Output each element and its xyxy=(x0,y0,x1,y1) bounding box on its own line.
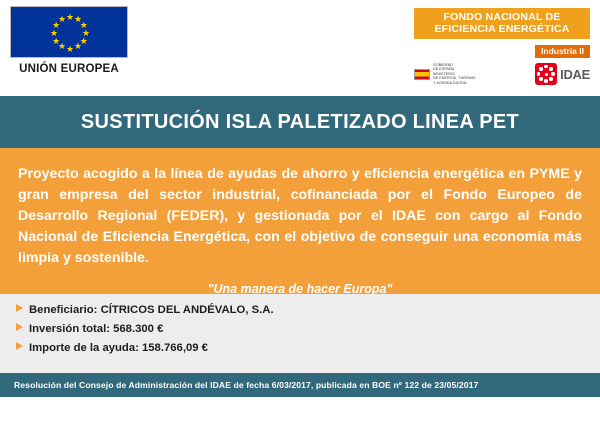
fact-row xyxy=(16,304,600,316)
gov-line1: GOBIERNO xyxy=(433,63,454,67)
fact-inversion-total: Inversión total: 568.300 € xyxy=(29,323,164,335)
eu-star-icon: ★ xyxy=(57,41,67,52)
footer-bar xyxy=(0,373,600,397)
eu-star-icon: ★ xyxy=(65,11,75,22)
idae-dot-icon xyxy=(544,65,547,68)
gobierno-logo xyxy=(414,63,476,85)
idae-dot-icon xyxy=(544,79,547,82)
idae-dot-icon xyxy=(549,77,552,80)
gov-line4: DE ENERGÍA, TURISMO xyxy=(433,76,476,81)
idae-dot-icon xyxy=(539,67,542,70)
eu-star-icon: ★ xyxy=(65,43,75,54)
facts-panel xyxy=(0,294,600,373)
fnee-line2: EFICIENCIA ENERGÉTICA xyxy=(434,23,570,35)
header xyxy=(0,0,600,96)
description-panel xyxy=(0,148,600,294)
idae-dot-icon xyxy=(539,77,542,80)
bullet-triangle-icon xyxy=(16,304,23,312)
fact-row xyxy=(16,342,600,354)
gov-line5: Y AGENDA DIGITAL xyxy=(433,80,468,85)
fact-beneficiario: Beneficiario: CÍTRICOS DEL ANDÉVALO, S.A. xyxy=(29,304,274,316)
idae-logo xyxy=(535,63,590,85)
gov-line2: DE ESPAÑA xyxy=(433,67,455,72)
eu-flag-icon xyxy=(10,6,128,58)
fact-row xyxy=(16,323,600,335)
eu-star-icon: ★ xyxy=(49,27,59,38)
eu-logo xyxy=(10,6,130,75)
fnee-tag-wrap xyxy=(414,41,590,59)
bullet-triangle-icon xyxy=(16,342,23,350)
eu-caption: UNIÓN EUROPEA xyxy=(19,63,119,75)
idae-wordmark: IDAE xyxy=(560,66,590,82)
eu-star-icon: ★ xyxy=(52,19,61,30)
eu-star-icon: ★ xyxy=(52,35,61,46)
bullet-triangle-icon xyxy=(16,323,23,331)
page-title: SUSTITUCIÓN ISLA PALETIZADO LINEA PET xyxy=(80,110,520,133)
fact-importe-ayuda: Importe de la ayuda: 158.766,09 € xyxy=(29,342,208,354)
spain-flag-icon xyxy=(414,69,430,80)
idae-dot-icon xyxy=(551,72,554,75)
eu-star-icon: ★ xyxy=(57,13,67,24)
eu-star-icon: ★ xyxy=(73,41,83,52)
eu-star-icon: ★ xyxy=(73,13,83,24)
eu-star-icon: ★ xyxy=(79,35,88,46)
eu-star-icon: ★ xyxy=(79,19,88,30)
fnee-tag: Industria II xyxy=(535,45,590,58)
gov-line3: MINISTERIO xyxy=(433,71,455,76)
slogan-text: "Una manera de hacer Europa" xyxy=(207,282,393,296)
fnee-line1: FONDO NACIONAL DE xyxy=(443,11,561,23)
idae-dot-icon xyxy=(549,67,552,70)
gov-idae-row xyxy=(414,63,590,85)
description-paragraph: Proyecto acogido a la línea de ayudas de ahorro y eficiencia energética en PYME y gran empresa del sector industrial, cofinanciada por el Fondo Europeo de Desarrollo Regional (FEDER), y gestionada por el IDAE con cargo al Fondo Nacional de Eficiencia Energética, con el objetivo de conseguir una economía más limpia y sostenible. xyxy=(18,166,582,266)
fnee-band xyxy=(414,8,590,39)
eu-star-icon: ★ xyxy=(81,27,91,38)
gov-text xyxy=(433,63,476,85)
idae-mark-icon xyxy=(535,63,557,85)
idae-dot-icon xyxy=(537,72,540,75)
title-bar xyxy=(0,96,600,148)
funding-logos xyxy=(414,8,590,85)
footer-text: Resolución del Consejo de Administración del IDAE de fecha 6/03/2017, publicada en BOE nº 122 de 23/05/2017 xyxy=(14,380,479,390)
